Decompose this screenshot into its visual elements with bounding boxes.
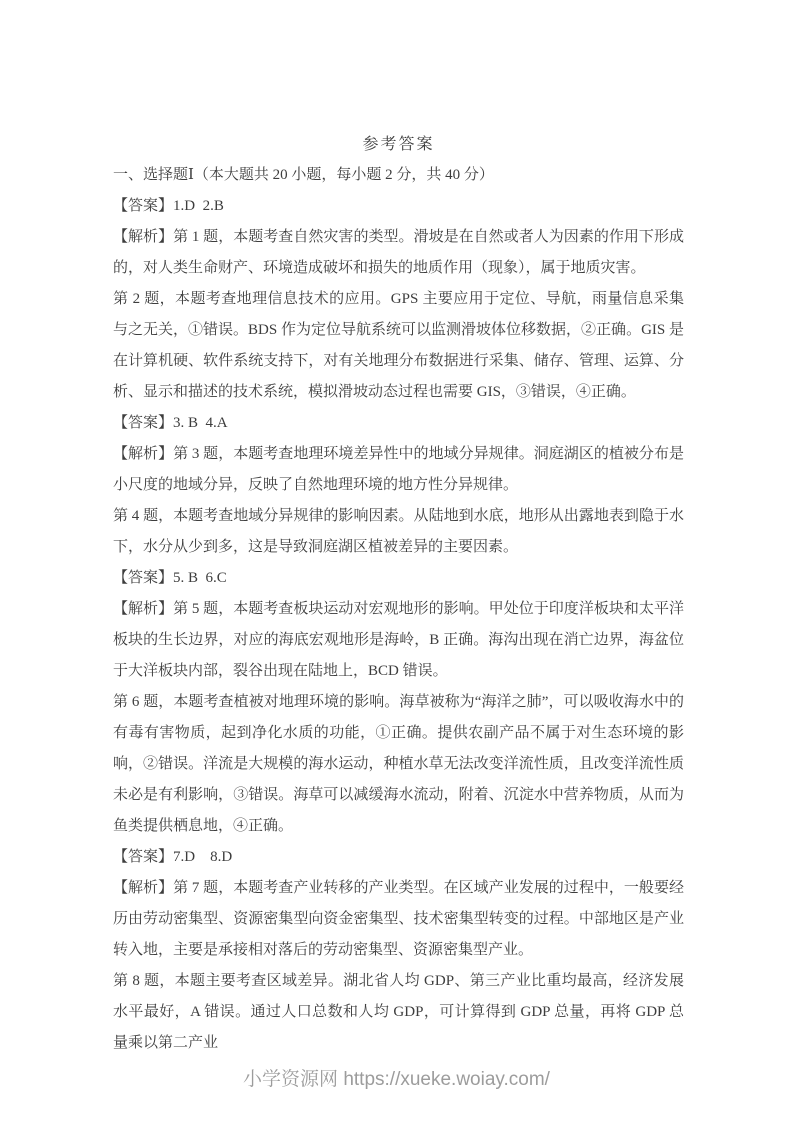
- analysis-paragraph-q3: 【解析】第 3 题，本题考查地理环境差异性中的地域分异规律。洞庭湖区的植被分布是小尺度的地域分异，反映了自然地理环境的地方性分异规律。: [113, 446, 684, 493]
- footer-url[interactable]: https://xueke.woiay.com/: [343, 1069, 550, 1090]
- answer-line-q5-q6: 【答案】5. B 6.C: [113, 570, 227, 586]
- analysis-paragraph-q2: 第 2 题，本题考查地理信息技术的应用。GPS 主要应用于定位、导航，雨量信息采集与之无关，①错误。BDS 作为定位导航系统可以监测滑坡体位移数据，②正确。GIS 是在计算机硬、软件系统支持下，对有关地理分布数据进行采集、储存、管理、运算、分析、显示和描述的技术系统，模拟滑坡动态过程也需要 GIS，③错误，④正确。: [113, 291, 684, 400]
- document-content: [113, 129, 684, 1059]
- analysis-paragraph-q4: 第 4 题，本题考查地域分异规律的影响因素。从陆地到水底，地形从出露地表到隐于水下，水分从少到多，这是导致洞庭湖区植被差异的主要因素。: [113, 508, 684, 555]
- page-title: 参考答案: [362, 136, 435, 153]
- footer-site-name: 小学资源网: [243, 1069, 339, 1090]
- analysis-paragraph-q6: 第 6 题，本题考查植被对地理环境的影响。海草被称为“海洋之肺”，可以吸收海水中的有毒有害物质，起到净化水质的功能，①正确。提供农副产品不属于对生态环境的影响，②错误。洋流是大规模的海水运动，种植水草无法改变洋流性质，且改变洋流性质未必是有利影响，③错误。海草可以减缓海水流动，附着、沉淀水中营养物质，从而为鱼类提供栖息地，④正确。: [113, 694, 684, 834]
- analysis-paragraph-q8: 第 8 题，本题主要考查区域差异。湖北省人均 GDP、第三产业比重均最高，经济发展水平最好，A 错误。通过人口总数和人均 GDP，可计算得到 GDP 总量，再将 GDP 总量乘以第二产业: [113, 973, 684, 1051]
- analysis-paragraph-q7: 【解析】第 7 题，本题考查产业转移的产业类型。在区域产业发展的过程中，一般要经历由劳动密集型、资源密集型向资金密集型、技术密集型转变的过程。中部地区是产业转入地，主要是承接相对落后的劳动密集型、资源密集型产业。: [113, 880, 684, 958]
- answer-line-q1-q2: 【答案】1.D 2.B: [113, 198, 224, 214]
- analysis-paragraph-q1: 【解析】第 1 题，本题考查自然灾害的类型。滑坡是在自然或者人为因素的作用下形成的，对人类生命财产、环境造成破坏和损失的地质作用（现象），属于地质灾害。: [113, 229, 684, 276]
- page-footer: [0, 1064, 793, 1091]
- analysis-paragraph-q5: 【解析】第 5 题，本题考查板块运动对宏观地形的影响。甲处位于印度洋板块和太平洋板块的生长边界，对应的海底宏观地形是海岭，B 正确。海沟出现在消亡边界，海盆位于大洋板块内部，裂谷出现在陆地上，BCD 错误。: [113, 601, 684, 679]
- answer-line-q3-q4: 【答案】3. B 4.A: [113, 415, 228, 431]
- answer-line-q7-q8: 【答案】7.D 8.D: [113, 849, 233, 865]
- section-heading: 一、选择题Ⅰ（本大题共 20 小题，每小题 2 分，共 40 分）: [113, 167, 494, 183]
